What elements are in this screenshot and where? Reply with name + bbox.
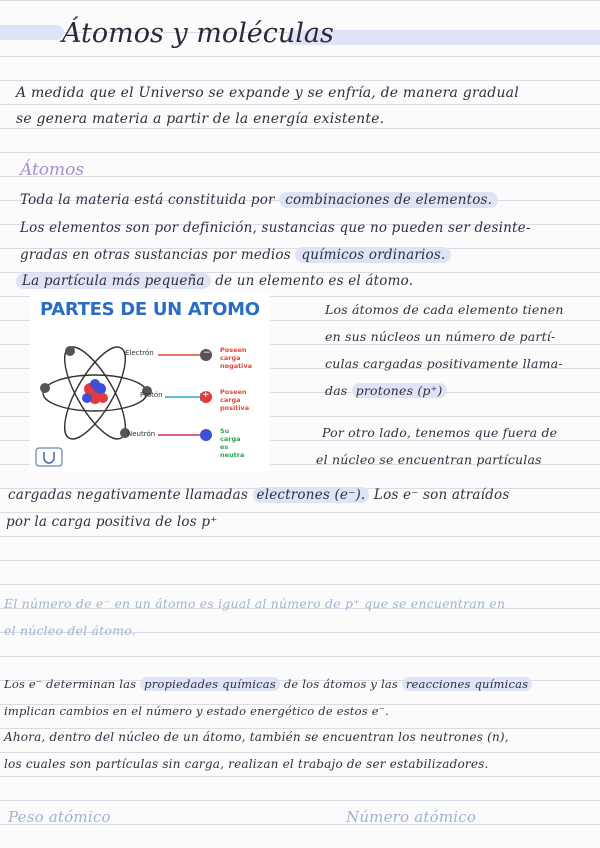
right-col-line-3: culas cargadas positivamente llama- bbox=[325, 356, 563, 371]
intro-line-2: se genera materia a partir de la energía existente. bbox=[16, 111, 385, 127]
highlight-electrones: electrones (e⁻). bbox=[253, 487, 370, 503]
atomos-line-1: Toda la materia está constituida por combinaciones de elementos. bbox=[20, 192, 498, 208]
heading-numero-atomico: Número atómico bbox=[346, 808, 477, 826]
page-title: Átomos y moléculas bbox=[62, 18, 334, 49]
highlight-particula: La partícula más pequeña bbox=[16, 273, 211, 289]
right-col-line-2: en sus núcleos un número de partí- bbox=[325, 329, 556, 344]
proton-label: Protón bbox=[140, 391, 163, 399]
highlight-quimicos-ordinarios: químicos ordinarios. bbox=[295, 247, 451, 263]
neutrones-line-2: los cuales son partículas sin carga, realizan el trabajo de ser estabilizadores. bbox=[4, 757, 489, 771]
electrones-line-2: por la carga positiva de los p⁺ bbox=[6, 514, 218, 530]
atomos-line-3: gradas en otras sustancias por medios químicos ordinarios. bbox=[20, 247, 451, 263]
highlight-combinaciones: combinaciones de elementos. bbox=[279, 192, 498, 208]
propiedades-line-2: implican cambios en el número y estado energético de estos e⁻. bbox=[4, 704, 389, 718]
otro-lado-line-2: el núcleo se encuentran partículas bbox=[316, 452, 542, 467]
igual-line-1: El número de e⁻ en un átomo es igual al número de p⁺ que se encuentran en bbox=[4, 596, 506, 611]
neutron-label: Neutrón bbox=[127, 430, 156, 438]
highlight-propiedades: propiedades químicas bbox=[140, 677, 280, 691]
atomos-line-2: Los elementos son por definición, sustancias que no pueden ser desinte- bbox=[20, 220, 531, 236]
igual-line-2: el núcleo del átomo. bbox=[4, 623, 136, 638]
neutron-desc: Su carga es neutra bbox=[220, 427, 245, 459]
electron-label: Electrón bbox=[125, 349, 154, 357]
proton-sign: + bbox=[202, 390, 210, 400]
section-heading-atomos: Átomos bbox=[20, 160, 85, 180]
atom-diagram bbox=[30, 293, 270, 471]
diagram-title: PARTES DE UN ATOMO bbox=[40, 299, 260, 320]
title-highlight-left bbox=[0, 25, 64, 40]
neutrones-line-1: Ahora, dentro del núcleo de un átomo, también se encuentran los neutrones (n), bbox=[4, 730, 509, 744]
electron-desc: Poseen carga negativa bbox=[220, 346, 253, 370]
right-col-line-1: Los átomos de cada elemento tienen bbox=[325, 302, 564, 317]
electron-sign: − bbox=[203, 348, 211, 358]
heading-peso-atomico: Peso atómico bbox=[8, 808, 111, 826]
otro-lado-line-1: Por otro lado, tenemos que fuera de bbox=[322, 425, 558, 440]
highlight-reacciones: reacciones químicas bbox=[402, 677, 532, 691]
highlight-protones: protones (p⁺) bbox=[352, 383, 447, 398]
electrones-line-1: cargadas negativamente llamadas electrones (e⁻). Los e⁻ son atraídos bbox=[8, 487, 510, 503]
atomos-line-4: La partícula más pequeña de un elemento es el átomo. bbox=[16, 273, 413, 289]
propiedades-line-1: Los e⁻ determinan las propiedades químicas de los átomos y las reacciones químicas bbox=[4, 677, 532, 691]
right-col-line-4: das protones (p⁺) bbox=[325, 383, 447, 398]
proton-desc: Poseen carga positiva bbox=[220, 388, 250, 412]
intro-line-1: A medida que el Universo se expande y se enfría, de manera gradual bbox=[16, 85, 519, 101]
